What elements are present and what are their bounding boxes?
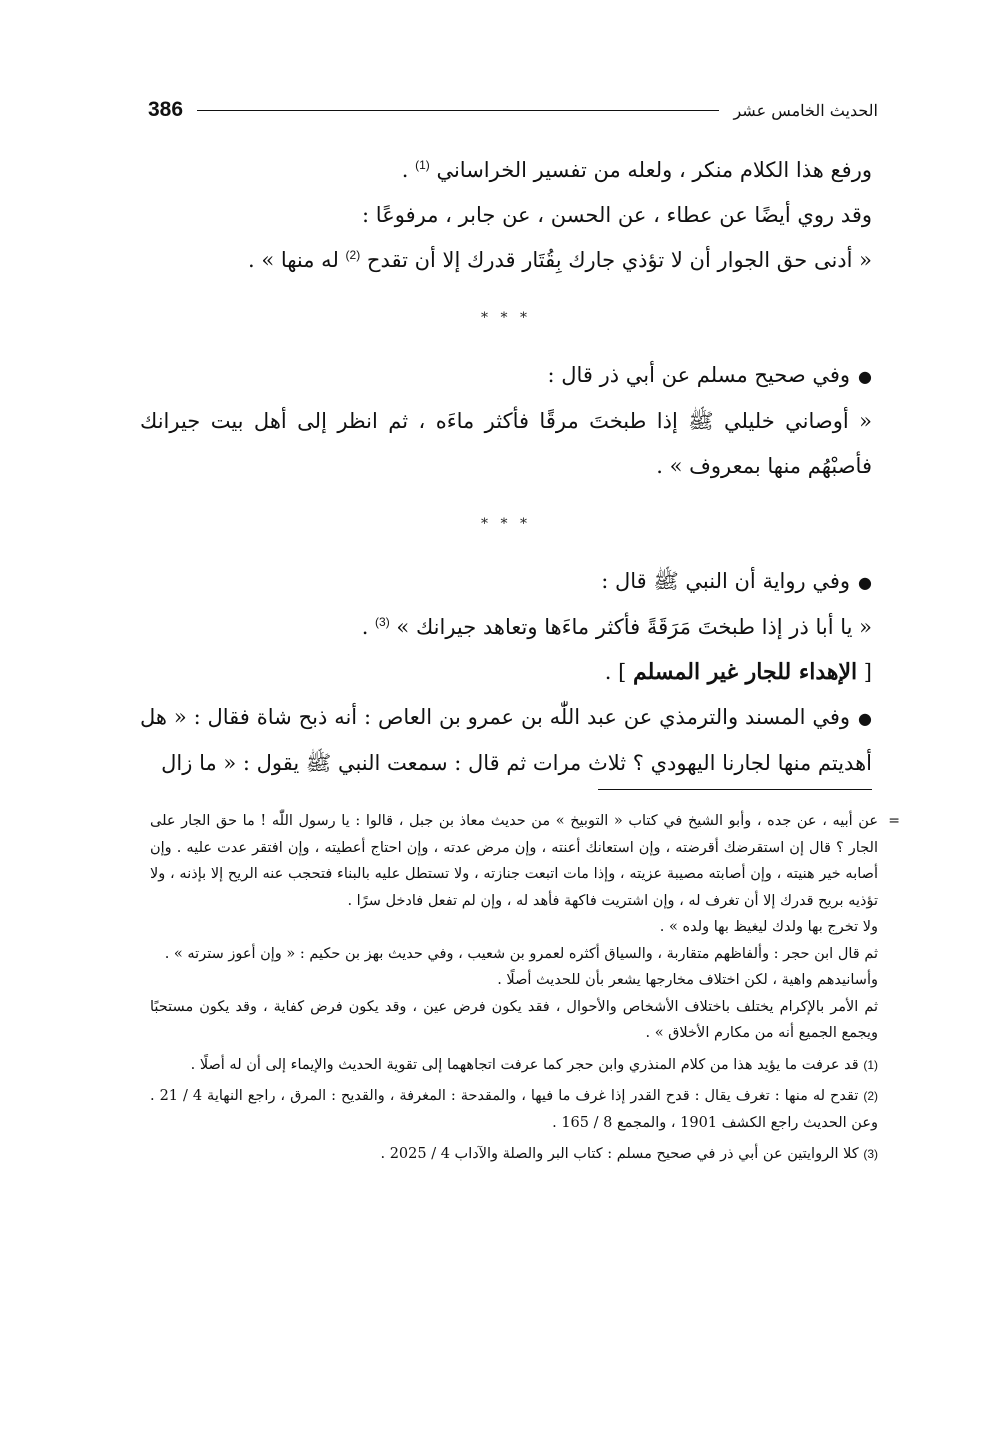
footnote-ref: (1) bbox=[415, 158, 430, 172]
footnote-number: (2) bbox=[863, 1089, 879, 1103]
bullet-paragraph: ●وفي المسند والترمذي عن عبد اللّٰه بن عمرو بن العاص : أنه ذبح شاة فقال : « هل أهديتم منها لجارنا اليهودي ؟ ثلاث مرات ثم قال : سمعت النبي ﷺ يقول : « ما زال bbox=[140, 695, 872, 786]
footnote-2: (2) تقدح له منها : تغرف يقال : قدح القدر إذا غرف ما فيها ، والمقدحة : المغرفة ، والقديح : المرق ، راجع النهاية 4 / 21 . وعن الحديث راجع الكشف 1901 ، والمجمع 8 / 165 . bbox=[150, 1088, 879, 1131]
footnote-number: (3) bbox=[863, 1147, 878, 1161]
footnote-text: ثم الأمر بالإكرام يختلف باختلاف الأشخاص والأحوال ، فقد يكون فرض عين ، وقد يكون فرض كفاية ، وقد يكون مستحبًا ويجمع الجميع أنه من مكارم الأخلاق » . bbox=[150, 998, 878, 1041]
footnote-continuation bbox=[150, 808, 900, 914]
continuation-mark: = bbox=[888, 813, 900, 829]
footnote-ref: (2) bbox=[345, 248, 361, 262]
main-text bbox=[140, 148, 872, 786]
footnote-number: (1) bbox=[863, 1057, 878, 1072]
section-separator: * * * bbox=[481, 310, 531, 326]
page-number: 386 bbox=[148, 98, 184, 121]
footnote-text: ثم قال ابن حجر : وألفاظهم متقاربة ، والسياق أكثره لعمرو بن شعيب ، وفي حديث بهز بن حكيم : « وإن أعوز سترته » . bbox=[164, 945, 878, 962]
section-heading-line: [ الإهداء للجار غير المسلم ] . bbox=[604, 659, 872, 685]
hadith-quote: « أوصاني خليلي ﷺ إذا طبختَ مرقًا فأكثر ماءَه ، ثم انظر إلى أهل بيت جيرانك فأصبْهُم منها بمعروف » . bbox=[140, 409, 872, 478]
footnote-ref: (3) bbox=[375, 615, 390, 629]
footnotes bbox=[150, 808, 900, 1173]
header-rule bbox=[197, 110, 719, 111]
running-title: الحديث الخامس عشر bbox=[733, 100, 878, 120]
footnote-1: (1) قد عرفت ما يؤيد هذا من كلام المنذري وابن حجر كما عرفت اتجاههما إلى تقوية الحديث والإيماء إلى أن له أصلًا . bbox=[190, 1056, 878, 1073]
hadith-quote: « أدنى حق الجوار أن لا تؤذي جارك بِقُتَار قدرك إلا أن تقدح $^{(2)}$ له منها » . bbox=[247, 248, 872, 272]
footnote-text: عن أبيه ، عن جده ، وأبو الشيخ في كتاب « التوبيخ » من حديث معاذ بن جبل ، قالوا : يا رسول اللّٰه ! ما حق الجار على الجار ؟ قال إن استقرضك أقرضته ، وإن استعانك أعنته ، وإن مرض عدته ، وإن احتاج أعطيته ، وإن افتقر عدت عليه . وإن أصابه خير هنيته ، وإن أصابته مصيبة عزيته ، وإذا مات اتبعت جنازته ، ولا تستطل عليه بالبناء فتحجب عنه الريح إلا بإذنه ، ولا تؤذيه بريح قدرك إلا أن تغرف له ، وإن اشتريت فاكهة فأهد له ، وإن لم تفعل فادخل سرًا . bbox=[150, 813, 878, 909]
bullet-paragraph: ●وفي رواية أن النبي ﷺ قال : bbox=[140, 559, 872, 605]
bullet-icon: ● bbox=[858, 573, 872, 592]
bullet-icon: ● bbox=[858, 367, 872, 386]
bullet-paragraph: ●وفي صحيح مسلم عن أبي ذر قال : bbox=[140, 353, 872, 399]
section-heading: الإهداء للجار غير المسلم bbox=[633, 659, 858, 685]
footnote-rule bbox=[598, 789, 872, 790]
hadith-quote: « يا أبا ذر إذا طبختَ مَرَقَةً فأكثر ماءَها وتعاهد جيرانك » $^{(3)}$ . bbox=[361, 615, 872, 639]
page-header bbox=[148, 92, 878, 128]
bullet-icon: ● bbox=[858, 709, 872, 728]
paragraph: ورفع هذا الكلام منكر ، ولعله من تفسير الخراساني $^{(1)}$ . bbox=[401, 158, 872, 182]
section-separator: * * * bbox=[481, 516, 531, 532]
footnote-text: وأسانيدهم واهية ، لكن اختلاف مخارجها يشعر بأن للحديث أصلًا . bbox=[497, 972, 878, 988]
paragraph: وقد روي أيضًا عن عطاء ، عن الحسن ، عن جابر ، مرفوعًا : bbox=[362, 203, 872, 227]
footnote-text: ولا تخرج بها ولدك ليغيظ بها ولده » . bbox=[659, 919, 878, 935]
footnote-3: (3) كلا الروايتين عن أبي ذر في صحيح مسلم : كتاب البر والصلة والآداب 4 / 2025 . bbox=[380, 1146, 878, 1162]
